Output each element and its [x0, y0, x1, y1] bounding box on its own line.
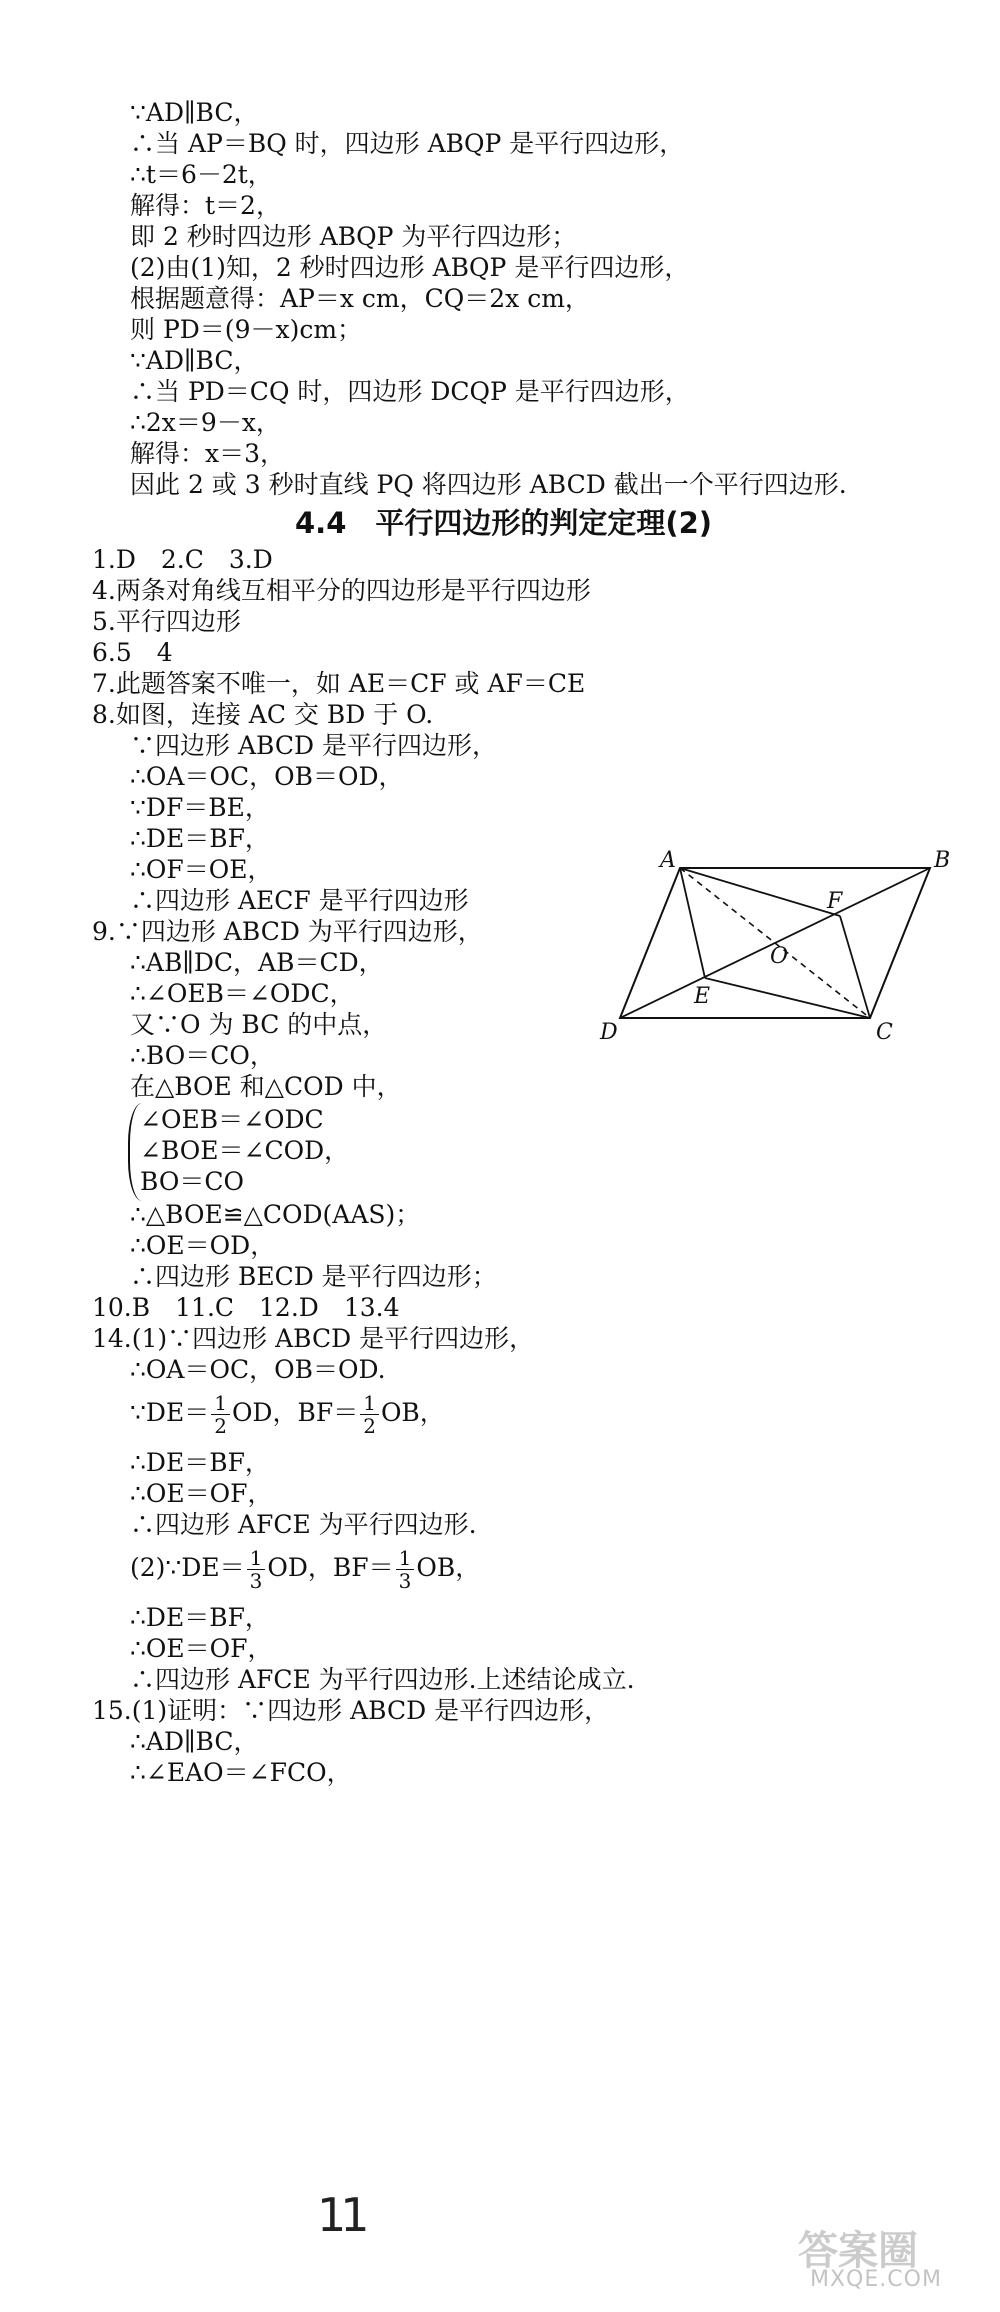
text-line: ∴OE＝OF，	[130, 1479, 273, 1508]
text-line: ∴OA＝OC，OB＝OD.	[130, 1355, 386, 1384]
text-line: ∴OE＝OD，	[130, 1231, 276, 1260]
fraction-numerator: 1	[247, 1547, 266, 1570]
text-line: 则 PD＝(9－x)cm；	[130, 315, 363, 344]
text-line: ∴四边形 AFCE 为平行四边形.	[130, 1510, 477, 1539]
fraction-numerator: 1	[360, 1392, 379, 1415]
segment-fc	[840, 916, 870, 1018]
text-line: ∴当 PD＝CQ 时，四边形 DCQP 是平行四边形，	[130, 377, 690, 406]
text-span: OD，BF＝	[231, 1398, 359, 1427]
text-line: ∴t＝6－2t，	[130, 160, 273, 189]
answer-line: 14.(1)∵四边形 ABCD 是平行四边形，	[92, 1324, 535, 1353]
text-span: OB，	[380, 1398, 445, 1427]
vertex-label: C	[876, 1020, 893, 1045]
text-line: 解得：t＝2，	[130, 191, 281, 220]
text-line: ∴四边形 AFCE 为平行四边形.上述结论成立.	[130, 1665, 635, 1694]
text-line: ∴OA＝OC，OB＝OD，	[130, 762, 404, 791]
segment-af	[680, 868, 840, 916]
text-line: ∴∠EAO＝∠FCO，	[130, 1758, 352, 1787]
fraction-third	[396, 1547, 415, 1592]
vertex-label: D	[600, 1020, 618, 1045]
text-line: ∴四边形 BECD 是平行四边形；	[130, 1262, 497, 1291]
text-line: ∴OF＝OE，	[130, 855, 273, 884]
text-span: (2)∵DE＝	[130, 1553, 245, 1582]
fraction-half	[211, 1392, 230, 1437]
text-line: BO＝CO	[140, 1167, 244, 1196]
answer-line: 8.如图，连接 AC 交 BD 于 O.	[92, 700, 434, 729]
text-line: ∵AD∥BC，	[130, 98, 259, 127]
text-line: 又∵O 为 BC 的中点，	[130, 1010, 388, 1039]
fraction-numerator: 1	[396, 1547, 415, 1570]
fraction-half	[360, 1392, 379, 1437]
answer-line: 15.(1)证明：∵四边形 ABCD 是平行四边形，	[92, 1696, 610, 1725]
text-line: ∴AB∥DC，AB＝CD，	[130, 948, 384, 977]
answer-line: 5.平行四边形	[92, 607, 241, 636]
text-line: ∴OE＝OF，	[130, 1634, 273, 1663]
text-line: ∴DE＝BF，	[130, 1448, 270, 1477]
text-line: ∴△BOE≌△COD(AAS)；	[130, 1200, 421, 1229]
text-line: 因此 2 或 3 秒时直线 PQ 将四边形 ABCD 截出一个平行四边形.	[130, 470, 847, 499]
text-line: ∵DF＝BE，	[130, 793, 270, 822]
text-line: 解得：x＝3，	[130, 439, 286, 468]
text-line: ∴AD∥BC，	[130, 1727, 259, 1756]
text-line: ∴BO＝CO，	[130, 1041, 275, 1070]
point-label: O	[770, 944, 789, 969]
watermark-brand: 答案圈	[798, 2228, 918, 2274]
point-label: F	[827, 889, 843, 914]
text-span: OD，BF＝	[267, 1553, 394, 1582]
answer-line: 7.此题答案不唯一，如 AE＝CF 或 AF＝CE	[92, 669, 586, 698]
text-line: ∴DE＝BF，	[130, 824, 270, 853]
fraction-denominator: 3	[398, 1569, 412, 1593]
parallelogram-figure	[600, 848, 951, 1045]
answer-line: 9.∵四边形 ABCD 为平行四边形，	[92, 917, 483, 946]
fraction-numerator: 1	[211, 1392, 230, 1415]
answer-line: 1.D 2.C 3.D	[92, 545, 273, 574]
vertex-label: B	[934, 848, 951, 873]
answer-line: 4.两条对角线互相平分的四边形是平行四边形	[92, 576, 591, 605]
vertex-label: A	[660, 848, 676, 873]
text-line: ∴DE＝BF，	[130, 1603, 270, 1632]
text-line: ∴当 AP＝BQ 时，四边形 ABQP 是平行四边形，	[130, 129, 685, 158]
text-line: ∵四边形 ABCD 是平行四边形，	[130, 731, 497, 760]
text-line: ∴2x＝9－x，	[130, 408, 281, 437]
watermark-url: MXQE.COM	[810, 2267, 942, 2292]
fraction-denominator: 2	[363, 1414, 376, 1438]
text-span: OB，	[416, 1553, 481, 1582]
answer-line: 6.5 4	[92, 638, 173, 667]
section-title: 4.4 平行四边形的判定定理(2)	[295, 506, 713, 540]
text-line: 在△BOE 和△COD 中，	[130, 1072, 402, 1101]
fraction-line	[130, 1388, 445, 1438]
answer-line: 10.B 11.C 12.D 13.4	[92, 1293, 400, 1322]
fraction-third	[247, 1547, 266, 1592]
text-line: 即 2 秒时四边形 ABQP 为平行四边形；	[130, 222, 577, 251]
text-line: ∠BOE＝∠COD，	[140, 1136, 350, 1165]
fraction-line	[130, 1543, 480, 1593]
point-label: E	[694, 984, 711, 1009]
text-line: (2)由(1)知，2 秒时四边形 ABQP 是平行四边形，	[130, 253, 690, 282]
fraction-denominator: 3	[249, 1569, 263, 1593]
text-line: 根据题意得：AP＝x cm，CQ＝2x cm，	[130, 284, 590, 313]
page-number: 11	[317, 2188, 364, 2242]
text-span: ∵DE＝	[130, 1398, 210, 1427]
text-line: ∠OEB＝∠ODC	[140, 1105, 324, 1134]
watermark-logo	[790, 2215, 990, 2305]
text-line: ∴四边形 AECF 是平行四边形	[130, 886, 469, 915]
text-line: ∵AD∥BC，	[130, 346, 259, 375]
text-line: ∴∠OEB＝∠ODC，	[130, 979, 355, 1008]
fraction-denominator: 2	[214, 1414, 227, 1438]
